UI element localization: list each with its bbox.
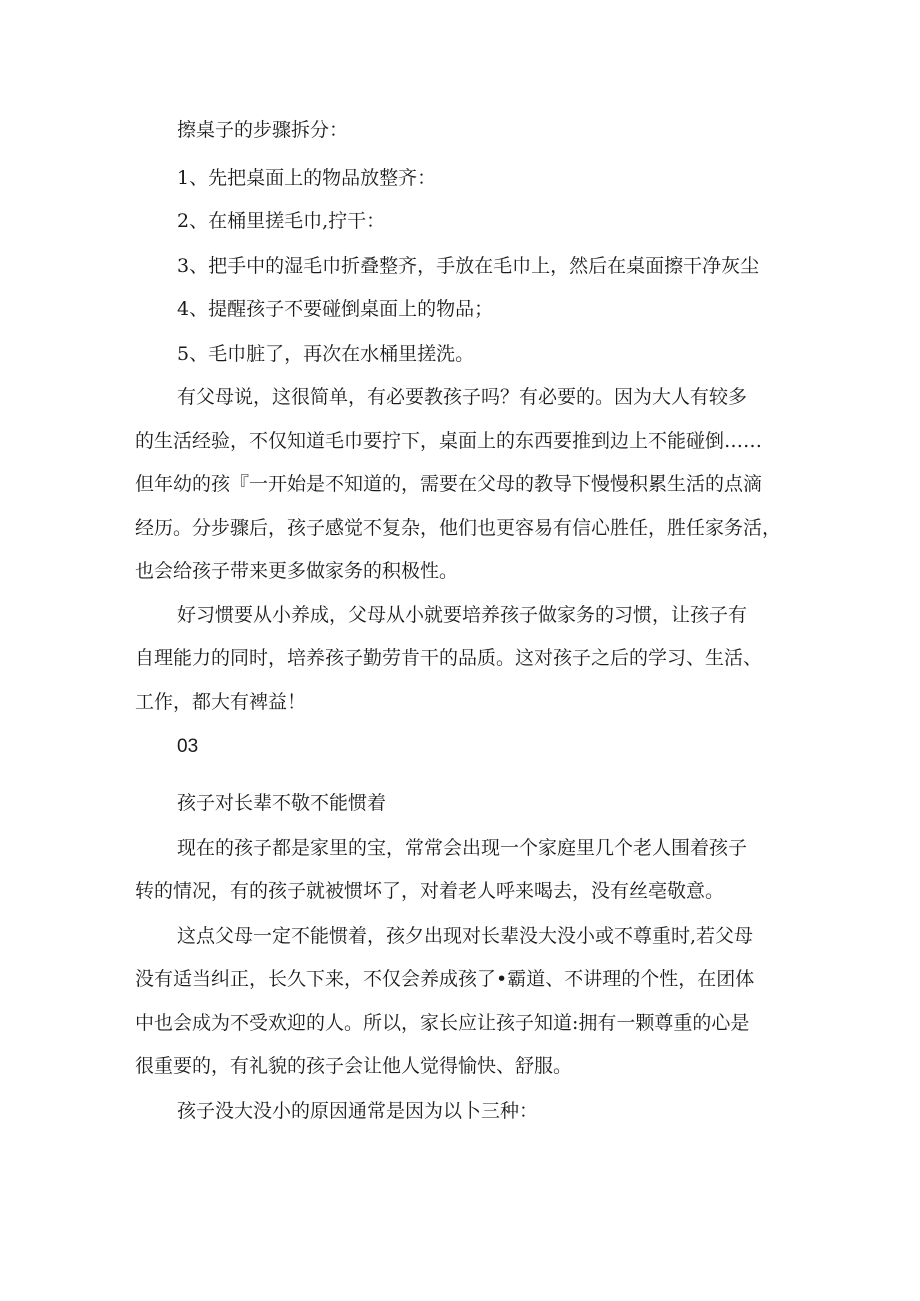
paragraph-line: 现在的孩子都是家里的宝，常常会出现一个家庭里几个老人围着孩子 <box>177 837 748 859</box>
step-item: 5、毛巾脏了，再次在水桶里搓洗。 <box>177 343 475 365</box>
paragraph-line: 很重要的，有礼貌的孩子会让他人觉得愉快、舒服。 <box>135 1055 573 1077</box>
step-item: 1、先把桌面上的物品放整齐： <box>177 167 437 189</box>
paragraph-line: 的生活经验，不仅知道毛巾要拧下，桌面上的东西要推到边上不能碰倒…… <box>135 430 763 452</box>
steps-heading: 擦桌子的步骤拆分： <box>177 119 349 141</box>
step-item: 2、在桶里搓毛巾,拧干： <box>177 210 386 232</box>
paragraph-line: 孩子没大没小的原因通常是因为以卜三种： <box>177 1100 539 1122</box>
paragraph-line: 工作，都大有裨益！ <box>135 691 307 713</box>
paragraph-line: 这点父母一定不能惯着，孩夕出现对长辈没大没小或不尊重时,若父母 <box>177 925 754 947</box>
section-number: 03 <box>177 736 199 757</box>
step-item: 4、提醒孩子不要碰倒桌面上的物品； <box>177 298 494 320</box>
paragraph-line: 转的情况，有的孩子就被惯坏了，对着老人呼来喝去，没有丝亳敬意。 <box>135 880 725 902</box>
paragraph-line: 经历。分步骤后，孩子感觉不复杂，他们也更容易有信心胜任，胜任家务活， <box>135 517 782 539</box>
paragraph-line: 有父母说，这很简单，有必要教孩子吗？有必要的。因为大人有较多 <box>177 386 748 408</box>
paragraph-line: 也会给孩子带来更多做家务的积极性。 <box>135 560 459 582</box>
paragraph-line: 自理能力的同时，培养孩子勤劳肯干的品质。这对孩子之后的学习、生活、 <box>135 647 763 669</box>
step-item: 3、把手中的湿毛巾折叠整齐，手放在毛巾上，然后在桌面擦干净灰尘 <box>177 255 760 277</box>
section-title: 孩子对长辈不敬不能惯着 <box>177 792 387 814</box>
paragraph-line: 没有适当纠正，长久下来，不仅会养成孩了•霸道、不讲理的个性，在团体 <box>135 968 755 990</box>
paragraph-line: 中也会成为不受欢迎的人。所以，家长应让孩子知道:拥有一颗尊重的心是 <box>135 1012 750 1034</box>
paragraph-line: 但年幼的孩『一开始是不知道的，需要在父母的教导下慢慢积累生活的点滴 <box>135 473 763 495</box>
paragraph-line: 好习惯要从小养成，父母从小就要培养孩子做家务的习惯，让孩子有 <box>177 604 748 626</box>
